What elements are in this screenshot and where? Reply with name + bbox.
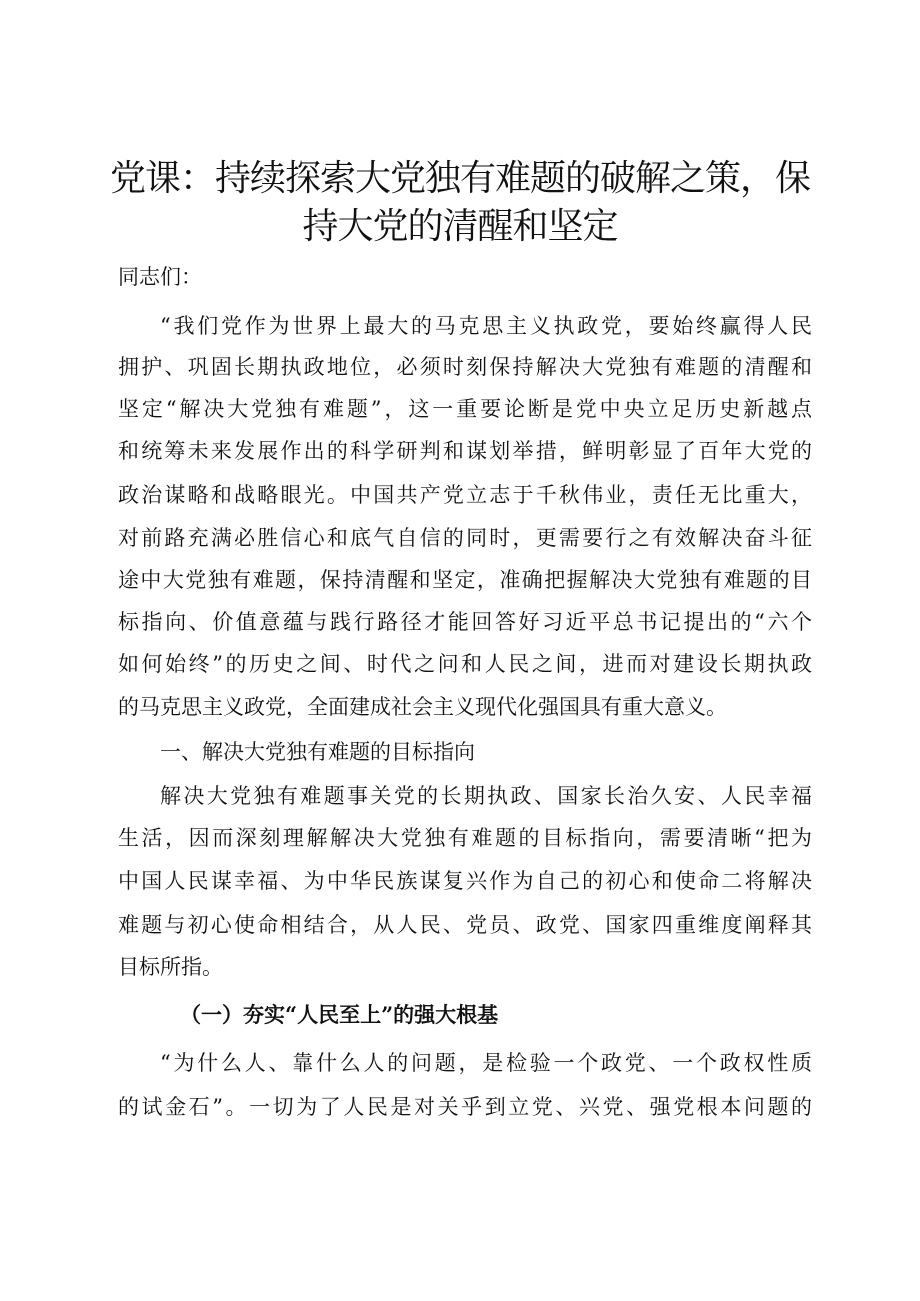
paragraph-line: 目标所指。: [118, 955, 223, 979]
paragraph-line: 如何始终”的历史之间、时代之问和人民之间，进而对建设长期执政: [118, 652, 812, 676]
title-line: 持大党的清醒和坚定: [302, 206, 618, 247]
document-title: [110, 155, 810, 251]
paragraph-line: 解决大党独有难题事关党的长期执政、国家长治久安、人民幸福: [160, 784, 812, 808]
paragraph-line: “我们党作为世界上最大的马克思主义执政党，要始终赢得人民: [160, 314, 812, 338]
section-heading: 一、解决大党独有难题的目标指向: [160, 740, 475, 764]
paragraph-line: 对前路充满必胜信心和底气自信的同时，更需要行之有效解决奋斗征: [118, 526, 812, 550]
salutation: 同志们：: [118, 265, 202, 289]
paragraph-line: 拥护、巩固长期执政地位，必须时刻保持解决大党独有难题的清醒和: [118, 355, 812, 379]
subsection-heading: （一）夯实“人民至上”的强大根基: [180, 1002, 499, 1027]
paragraph-line: 的试金石”。一切为了人民是对关乎到立党、兴党、强党根本问题的: [118, 1095, 812, 1119]
paragraph-line: 坚定“解决大党独有难题”，这一重要论断是党中央立足历史新越点: [118, 397, 812, 421]
paragraph-line: “为什么人、靠什么人的问题，是检验一个政党、一个政权性质: [160, 1051, 812, 1075]
paragraph-line: 的马克思主义政党，全面建成社会主义现代化强国具有重大意义。: [118, 695, 727, 719]
paragraph-line: 生活，因而深刻理解解决大党独有难题的目标指向，需要清晰“把为: [118, 826, 812, 850]
paragraph-line: 难题与初心使命相结合，从人民、党员、政党、国家四重维度阐释其: [118, 913, 812, 937]
paragraph-line: 和统筹未来发展作出的科学研判和谋划举措，鲜明彰显了百年大党的: [118, 439, 812, 463]
paragraph-line: 标指向、价值意蕴与践行路径才能回答好习近平总书记提出的“六个: [118, 610, 812, 634]
paragraph-line: 政治谋略和战略眼光。中国共产党立志于千秋伟业，责任无比重大，: [118, 483, 812, 507]
title-line: 党课：持续探索大党独有难题的破解之策，保: [110, 158, 811, 199]
paragraph-line: 中国人民谋幸福、为中华民族谋复兴作为自己的初心和使命二将解决: [118, 869, 812, 893]
paragraph-line: 途中大党独有难题，保持清醒和坚定，准确把握解决大党独有难题的目: [118, 568, 812, 592]
